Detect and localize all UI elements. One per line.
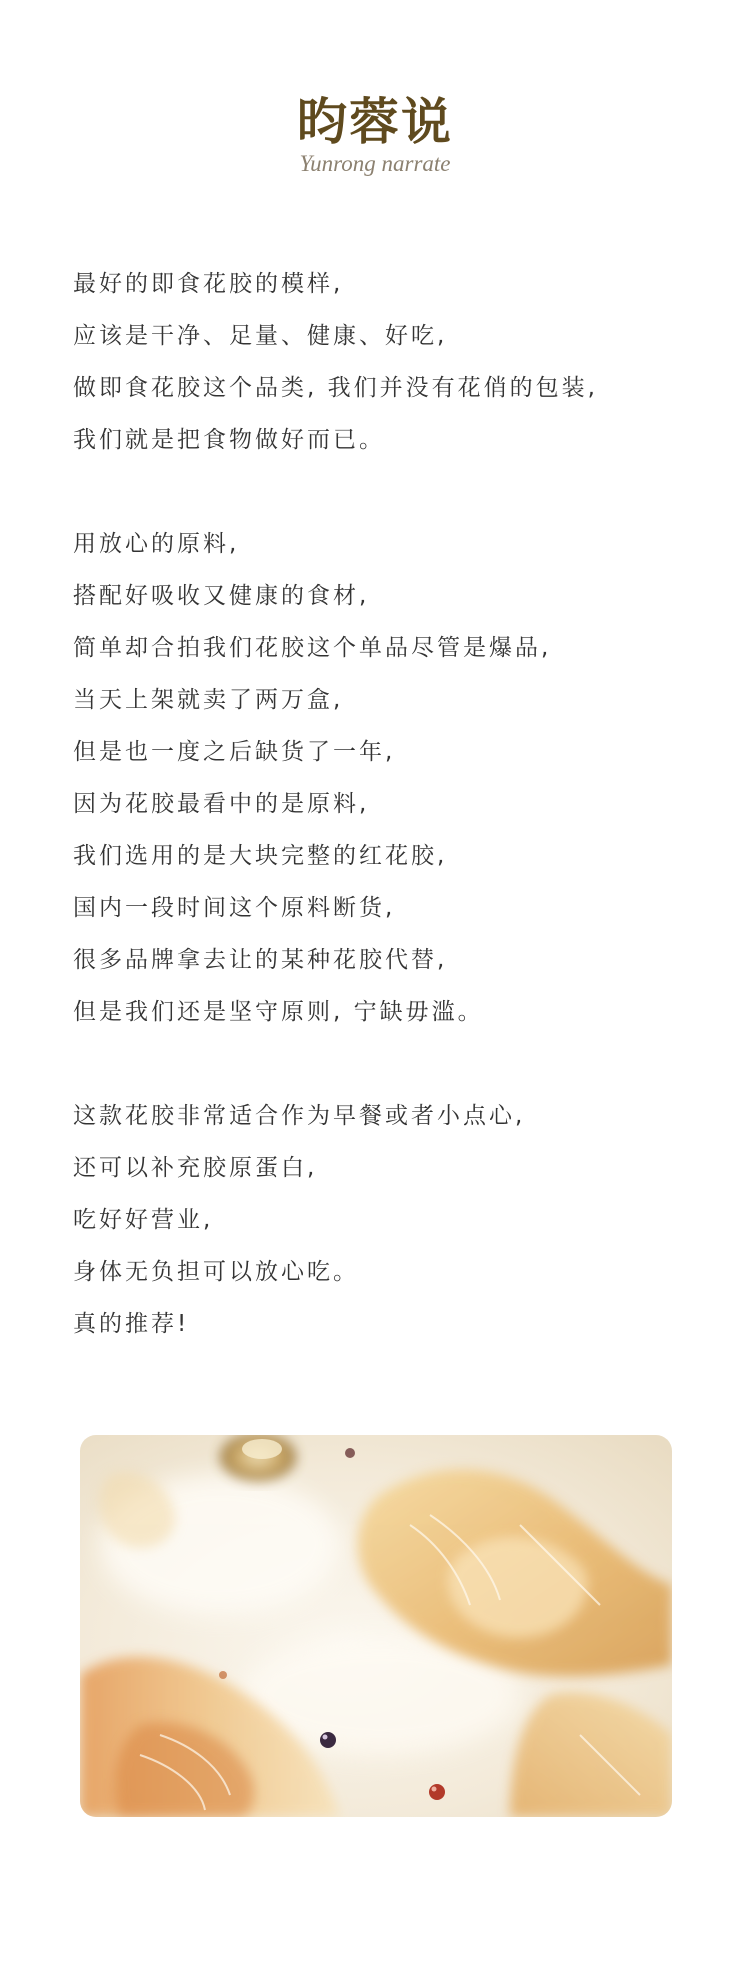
paragraph-recommendation (73, 1090, 693, 1350)
text-line: 我们就是把食物做好而已。 (73, 427, 385, 453)
text-line: 因为花胶最看中的是原料, (73, 791, 370, 817)
page-title: 昀蓉说 (297, 92, 453, 151)
bean-dot (345, 1448, 355, 1458)
text-line: 我们选用的是大块完整的红花胶, (73, 843, 448, 869)
text-line: 搭配好吸收又健康的食材, (73, 583, 370, 609)
text-line: 国内一段时间这个原料断货, (73, 895, 396, 921)
text-line: 当天上架就卖了两万盒, (73, 687, 344, 713)
text-line: 应该是干净、足量、健康、好吃, (73, 323, 448, 349)
text-line: 但是也一度之后缺货了一年, (73, 739, 396, 765)
text-line: 做即食花胶这个品类, 我们并没有花俏的包装, (73, 375, 598, 401)
page-header (0, 92, 750, 178)
text-line: 身体无负担可以放心吃。 (73, 1259, 359, 1285)
text-line: 这款花胶非常适合作为早餐或者小点心, (73, 1103, 526, 1129)
text-line: 很多品牌拿去让的某种花胶代替, (73, 947, 448, 973)
text-line: 用放心的原料, (73, 531, 240, 557)
paragraph-intro (73, 258, 693, 466)
bean-dot (320, 1732, 336, 1748)
text-line: 最好的即食花胶的模样, (73, 271, 344, 297)
article-body (73, 258, 693, 1402)
text-line: 吃好好营业, (73, 1207, 214, 1233)
text-line: 简单却合拍我们花胶这个单品尽管是爆品, (73, 635, 552, 661)
text-line: 真的推荐! (73, 1311, 190, 1337)
page-subtitle: Yunrong narrate (299, 151, 451, 176)
fish-maw-photo (80, 1435, 672, 1817)
goji-dot (429, 1784, 445, 1800)
text-line: 但是我们还是坚守原则, 宁缺毋滥。 (73, 999, 484, 1025)
paragraph-ingredients (73, 518, 693, 1038)
text-line: 还可以补充胶原蛋白, (73, 1155, 318, 1181)
